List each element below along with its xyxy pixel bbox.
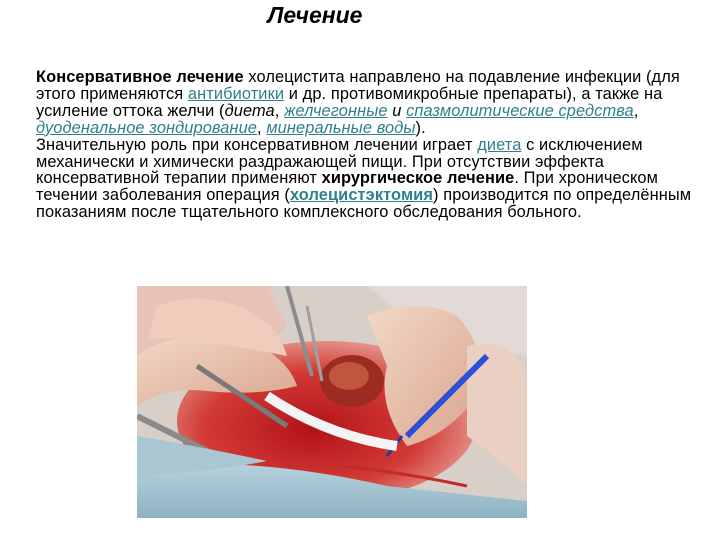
link-diet[interactable]: диета [477,135,522,154]
text-segment: холецистита направлено на подавление инфекции (для этого применяются [36,68,680,103]
text-segment: с исключением механически и химически раздражающей пищи. При отсутствии эффекта консервативной терапии применяют [36,135,643,188]
link-duodenal-intubation[interactable]: дуоденальное зондирование [36,118,258,137]
text-segment: . При хроническом течении заболевания операция ( [36,169,659,205]
diet-term: диета [224,101,275,120]
text-segment: и [387,101,407,120]
surgical-treatment-term: хирургическое лечение [321,169,515,188]
surgery-photo [137,286,527,518]
text-segment: и др. противомикробные препараты), а также на усиление оттока желчи ( [36,84,663,120]
surgery-illustration [137,286,527,518]
text-segment: ) производится по определённым показаниям после тщательного комплексного обследования больного. [36,186,692,222]
text-segment: Значительную роль при консервативном лечении играет [36,135,478,154]
link-antispasmodic[interactable]: спазмолитические средства [406,101,634,120]
link-antibiotics[interactable]: антибиотики [187,84,285,103]
treatment-description [36,69,704,221]
slide-title: Лечение [267,2,363,28]
conservative-treatment-heading: Консервативное лечение [36,68,244,86]
text-segment: ). [415,118,426,137]
link-mineral-waters[interactable]: минеральные воды [266,118,416,137]
link-cholecystectomy[interactable]: холецистэктомия [289,186,434,205]
text-segment: , [274,101,285,120]
text-segment: , [257,118,267,137]
text-segment: , [633,101,639,120]
link-choleretic[interactable]: желчегонные [284,101,388,120]
